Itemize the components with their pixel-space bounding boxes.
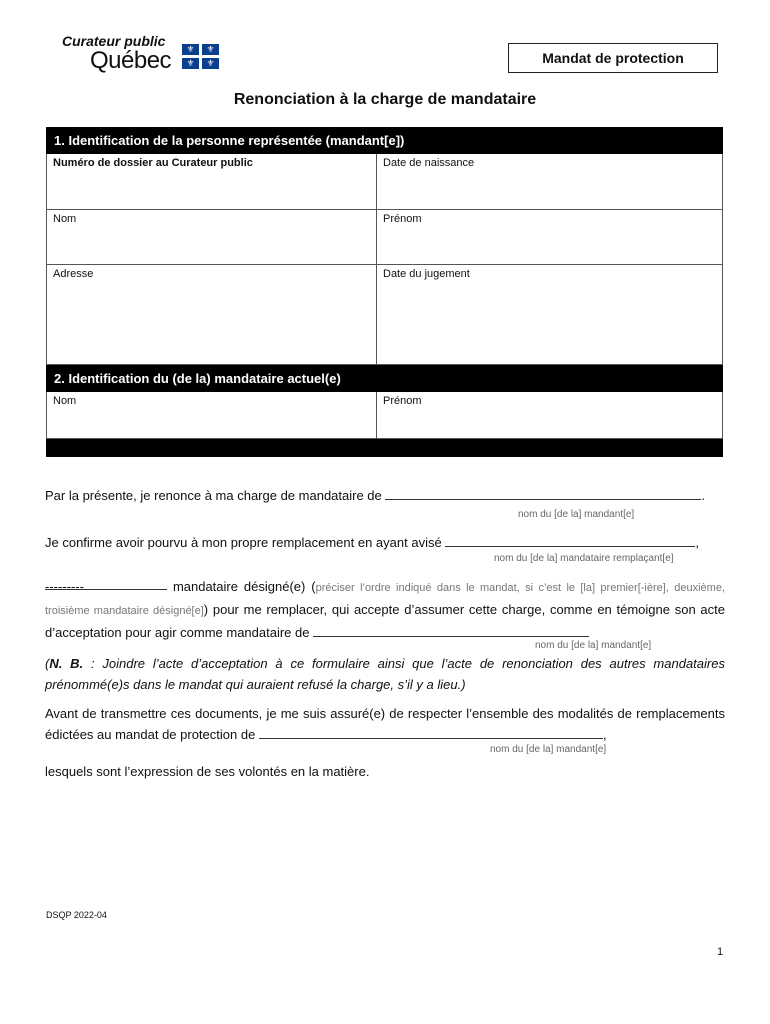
document-type-label: Mandat de protection bbox=[508, 43, 718, 73]
dossier-number-field[interactable]: Numéro de dossier au Curateur public bbox=[47, 154, 377, 209]
birth-date-field[interactable]: Date de naissance bbox=[383, 157, 475, 169]
form-code: DSQP 2022-04 bbox=[46, 910, 107, 920]
quebec-flag-icon bbox=[182, 44, 220, 70]
paragraph-renonciation bbox=[45, 485, 725, 506]
fleur-de-lis-icon: ⚜ bbox=[182, 44, 199, 55]
hint-mandant-name: nom du [de la] mandant[e] bbox=[518, 509, 635, 520]
note-text: : Joindre l’acte d’acceptation à ce formulaire ainsi que l’acte de renonciation des autres mandataires prénommé(e)s dans le mandat qui auraient refusé la charge, s’il y a lieu.) bbox=[45, 656, 725, 692]
org-name-line1: Curateur public bbox=[62, 33, 166, 49]
renonciation-text: Par la présente, je renonce à ma charge de mandataire de bbox=[45, 488, 382, 503]
mandataire-prenom-field[interactable]: Prénom bbox=[383, 395, 422, 407]
paragraph-modalites bbox=[45, 703, 725, 745]
note-paren: ( bbox=[45, 656, 50, 671]
replacement-name-blank[interactable] bbox=[445, 533, 695, 547]
org-name-line2: Québec bbox=[90, 47, 172, 74]
comma: , bbox=[602, 727, 607, 742]
remplacement-text: Je confirme avoir pourvu à mon propre remplacement en ayant avisé bbox=[45, 535, 442, 550]
identification-form bbox=[46, 127, 723, 457]
adresse-field[interactable]: Adresse bbox=[47, 265, 377, 364]
nom-field[interactable]: Nom bbox=[47, 210, 377, 264]
fleur-de-lis-icon: ⚜ bbox=[202, 44, 219, 55]
designation-instruction: préciser l’ordre indiqué dans le mandat, si c’est le [la] premier[-ière], deuxième, troisième mandataire désigné[e] bbox=[45, 582, 725, 617]
order-blank[interactable] bbox=[45, 576, 167, 594]
designation-text-b: ) pour me remplacer, qui accepte d’assumer cette charge, comme en témoigne son acte d’acceptation pour agir comme mandataire de bbox=[45, 602, 726, 640]
prenom-field[interactable]: Prénom bbox=[383, 213, 422, 225]
form-row bbox=[46, 154, 723, 210]
comma: , bbox=[695, 535, 699, 550]
period: . bbox=[701, 488, 706, 503]
note-label: N. B. bbox=[49, 656, 84, 671]
designation-text-a: mandataire désigné(e) ( bbox=[172, 579, 316, 594]
section-footer-bar bbox=[46, 439, 723, 457]
paragraph-designation bbox=[45, 576, 725, 643]
paragraph-remplacement bbox=[45, 532, 725, 553]
mandataire-nom-field[interactable]: Nom bbox=[47, 392, 377, 438]
section1-header: 1. Identification de la personne représentée (mandant[e]) bbox=[46, 127, 723, 154]
form-row bbox=[46, 210, 723, 265]
order-blank-text: --------- bbox=[45, 579, 84, 594]
form-row bbox=[46, 265, 723, 365]
mandant-name-blank-2[interactable] bbox=[313, 623, 589, 637]
mandant-name-blank-3[interactable] bbox=[259, 725, 603, 739]
judgment-date-field[interactable]: Date du jugement bbox=[383, 268, 470, 280]
fleur-de-lis-icon: ⚜ bbox=[202, 58, 219, 69]
section2-header: 2. Identification du (de la) mandataire actuel(e) bbox=[46, 365, 723, 392]
form-row bbox=[46, 392, 723, 439]
hint-replacement-name: nom du [de la] mandataire remplaçant[e] bbox=[494, 553, 674, 564]
mandant-name-blank[interactable] bbox=[385, 486, 701, 500]
paragraph-volontes: lesquels sont l’expression de ses volontés en la matière. bbox=[45, 764, 370, 779]
page-title: Renonciation à la charge de mandataire bbox=[233, 91, 537, 108]
fleur-de-lis-icon: ⚜ bbox=[182, 58, 199, 69]
nb-note bbox=[45, 653, 725, 695]
hint-mandant-name-3: nom du [de la] mandant[e] bbox=[490, 744, 607, 755]
hint-mandant-name-2: nom du [de la] mandant[e] bbox=[535, 640, 652, 651]
page-number: 1 bbox=[717, 946, 724, 958]
modalites-text: Avant de transmettre ces documents, je me suis assuré(e) de respecter l’ensemble des modalités de remplacements édictées au mandat de protection de bbox=[45, 706, 725, 742]
